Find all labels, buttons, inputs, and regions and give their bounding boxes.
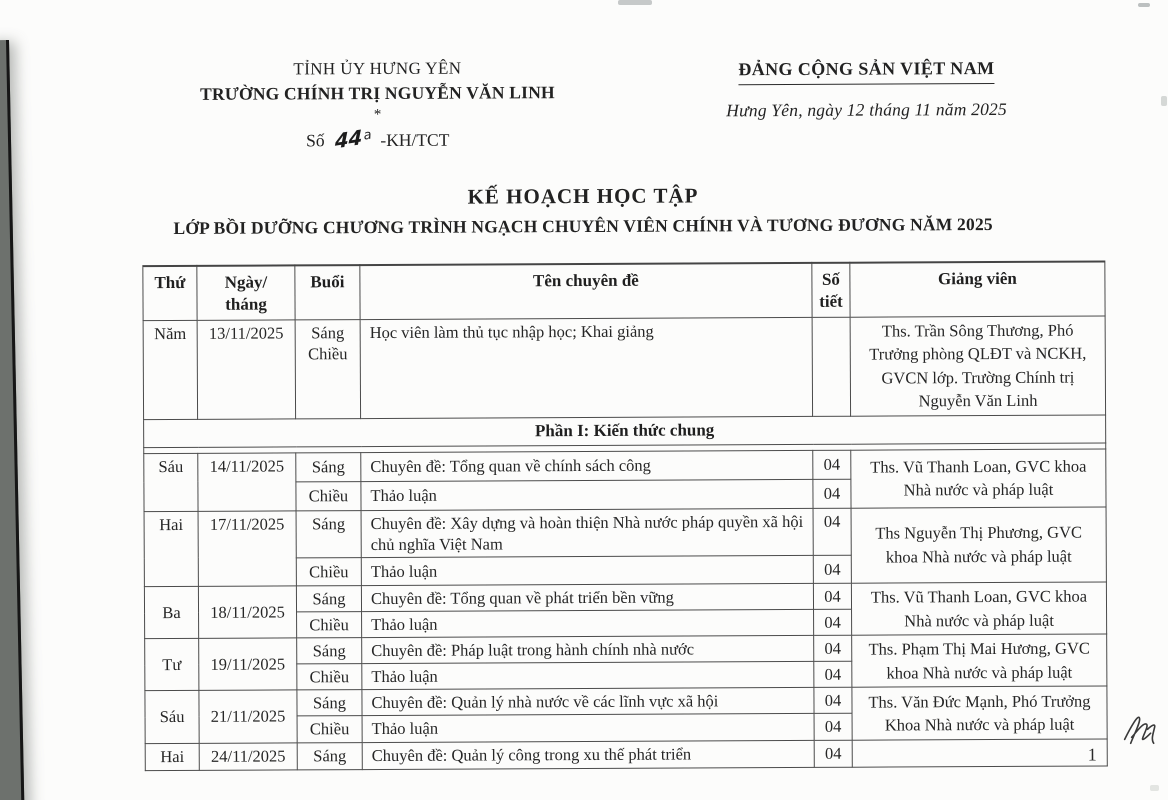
- table-row: [145, 739, 1107, 771]
- cell-buoi: Sáng: [296, 510, 361, 558]
- cell-ngay: 13/11/2025: [197, 320, 295, 419]
- handwritten-doc-number: 44: [334, 124, 363, 154]
- cell-giang-vien: Ths. Phạm Thị Mai Hương, GVC khoa Nhà nước và pháp luật: [852, 634, 1107, 687]
- document-number-line: [149, 126, 607, 153]
- document-title: KẾ HOẠCH HỌC TẬP: [467, 183, 699, 209]
- col-header-thu: Thứ: [143, 266, 197, 321]
- doc-number-prefix: Số: [306, 130, 325, 151]
- handwritten-initials-icon: [1118, 707, 1166, 753]
- cell-so-tiet: 04: [814, 740, 852, 767]
- party-header-block: [691, 58, 1041, 122]
- cell-so-tiet: 04: [814, 609, 852, 635]
- table-row: [145, 686, 1107, 717]
- cell-so-tiet: [812, 317, 850, 416]
- cell-so-tiet: 04: [813, 479, 851, 508]
- cell-thu: Ba: [144, 586, 198, 638]
- cell-ten-chuyen-de: Thảo luận: [362, 662, 814, 690]
- org-name: TRƯỜNG CHÍNH TRỊ NGUYỄN VĂN LINH: [200, 82, 555, 105]
- issuing-org-block: [148, 57, 606, 153]
- cell-thu: Hai: [145, 743, 199, 770]
- cell-buoi: Chiều: [297, 664, 362, 690]
- cell-ten-chuyen-de: Chuyên đề: Tổng quan về chính sách công: [361, 450, 813, 481]
- cell-ten-chuyen-de: Chuyên đề: Quản lý công trong xu thế phát triển: [362, 740, 814, 769]
- cell-thu: Sáu: [144, 453, 198, 511]
- cell-buoi: Chiều: [296, 557, 361, 585]
- table-row: [144, 582, 1106, 613]
- table-row: [144, 507, 1106, 559]
- cell-giang-vien: Ths. Vũ Thanh Loan, GVC khoa Nhà nước và pháp luật: [851, 582, 1106, 635]
- cell-ten-chuyen-de: Thảo luận: [362, 609, 814, 637]
- cell-buoi: Sáng Chiều: [295, 320, 360, 419]
- col-header-ngay-thang: Ngày/ tháng: [197, 265, 295, 320]
- col-header-so-tiet: Số tiết: [812, 263, 850, 318]
- cell-ten-chuyen-de: Chuyên đề: Quản lý nhà nước về các lĩnh vực xã hội: [362, 688, 814, 716]
- cell-so-tiet: 04: [813, 450, 851, 479]
- cell-ngay: 17/11/2025: [198, 511, 296, 587]
- cell-buoi: Sáng: [297, 742, 362, 769]
- page-number: 1: [1087, 744, 1097, 765]
- party-name: ĐẢNG CỘNG SẢN VIỆT NAM: [738, 58, 994, 85]
- cell-ngay: 19/11/2025: [199, 638, 297, 691]
- cell-thu: Sáu: [145, 691, 199, 743]
- separator-star: *: [373, 107, 382, 124]
- cell-so-tiet: 04: [814, 714, 852, 740]
- cell-buoi: Sáng: [297, 690, 362, 716]
- cell-buoi: Sáng: [297, 638, 362, 664]
- handwritten-doc-number-suffix: a: [362, 127, 373, 144]
- cell-ten-chuyen-de: Thảo luận: [362, 714, 814, 742]
- cell-buoi: Chiều: [296, 481, 361, 510]
- cell-buoi: Sáng: [296, 452, 361, 481]
- cell-giang-vien: Ths. Văn Đức Mạnh, Phó Trưởng Khoa Nhà nước và pháp luật: [852, 686, 1107, 739]
- cell-so-tiet: 04: [813, 583, 851, 609]
- cell-so-tiet: 04: [814, 661, 852, 687]
- cell-ten-chuyen-de: Thảo luận: [361, 555, 813, 585]
- table-row: [143, 316, 1105, 419]
- doc-number-symbol: -KH/TCT: [380, 129, 450, 150]
- cell-so-tiet: 04: [813, 555, 851, 583]
- document-title-block: [49, 181, 1117, 239]
- document-subtitle: LỚP BỒI DƯỠNG CHƯƠNG TRÌNH NGẠCH CHUYÊN VIÊN CHÍNH VÀ TƯƠNG ĐƯƠNG NĂM 2025: [173, 214, 993, 239]
- cell-ngay: 14/11/2025: [198, 453, 296, 511]
- cell-thu: Hai: [144, 511, 198, 586]
- cell-so-tiet: 04: [814, 688, 852, 714]
- cell-buoi: Chiều: [297, 612, 362, 638]
- section-title: Phần I: Kiến thức chung: [144, 415, 1106, 448]
- cell-thu: Năm: [143, 320, 197, 419]
- cell-thu: Tư: [145, 639, 199, 691]
- place-date-line: Hưng Yên, ngày 12 tháng 11 năm 2025: [726, 98, 1007, 121]
- table-row: [144, 449, 1106, 483]
- table-header-row: [143, 261, 1105, 320]
- cell-ten-chuyen-de: Chuyên đề: Xây dựng và hoàn thiện Nhà nước pháp quyền xã hội chủ nghĩa Việt Nam: [361, 508, 813, 557]
- col-header-giang-vien: Giảng viên: [850, 261, 1105, 317]
- cell-giang-vien: [852, 739, 1107, 767]
- cell-giang-vien: Ths. Trần Sông Thương, Phó Trưởng phòng QLĐT và NCKH, GVCN lớp. Trường Chính trị Nguyễn Văn Linh: [850, 316, 1105, 416]
- cell-buoi: Sáng: [296, 585, 361, 611]
- study-schedule-table: [142, 260, 1107, 770]
- cell-ngay: 21/11/2025: [199, 690, 297, 743]
- table-row: [145, 634, 1107, 665]
- cell-ngay: 24/11/2025: [199, 742, 297, 769]
- cell-ten-chuyen-de: Chuyên đề: Tổng quan về phát triển bền vững: [361, 583, 813, 611]
- cell-giang-vien: Ths. Vũ Thanh Loan, GVC khoa Nhà nước và pháp luật: [851, 449, 1106, 508]
- cell-ten-chuyen-de: Thảo luận: [361, 479, 813, 510]
- col-header-ten-chuyen-de: Tên chuyên đề: [360, 263, 812, 320]
- cell-ten-chuyen-de: Học viên làm thủ tục nhập học; Khai giảng: [360, 317, 812, 418]
- col-header-buoi: Buổi: [295, 265, 360, 320]
- cell-buoi: Chiều: [297, 716, 362, 742]
- cell-so-tiet: 04: [814, 635, 852, 661]
- cell-ten-chuyen-de: Chuyên đề: Pháp luật trong hành chính nhà nước: [362, 636, 814, 664]
- org-parent-name: TỈNH ỦY HƯNG YÊN: [293, 58, 462, 79]
- cell-giang-vien: Ths Nguyễn Thị Phương, GVC khoa Nhà nước và pháp luật: [851, 507, 1106, 583]
- cell-ngay: 18/11/2025: [198, 586, 296, 639]
- cell-so-tiet: 04: [813, 508, 851, 555]
